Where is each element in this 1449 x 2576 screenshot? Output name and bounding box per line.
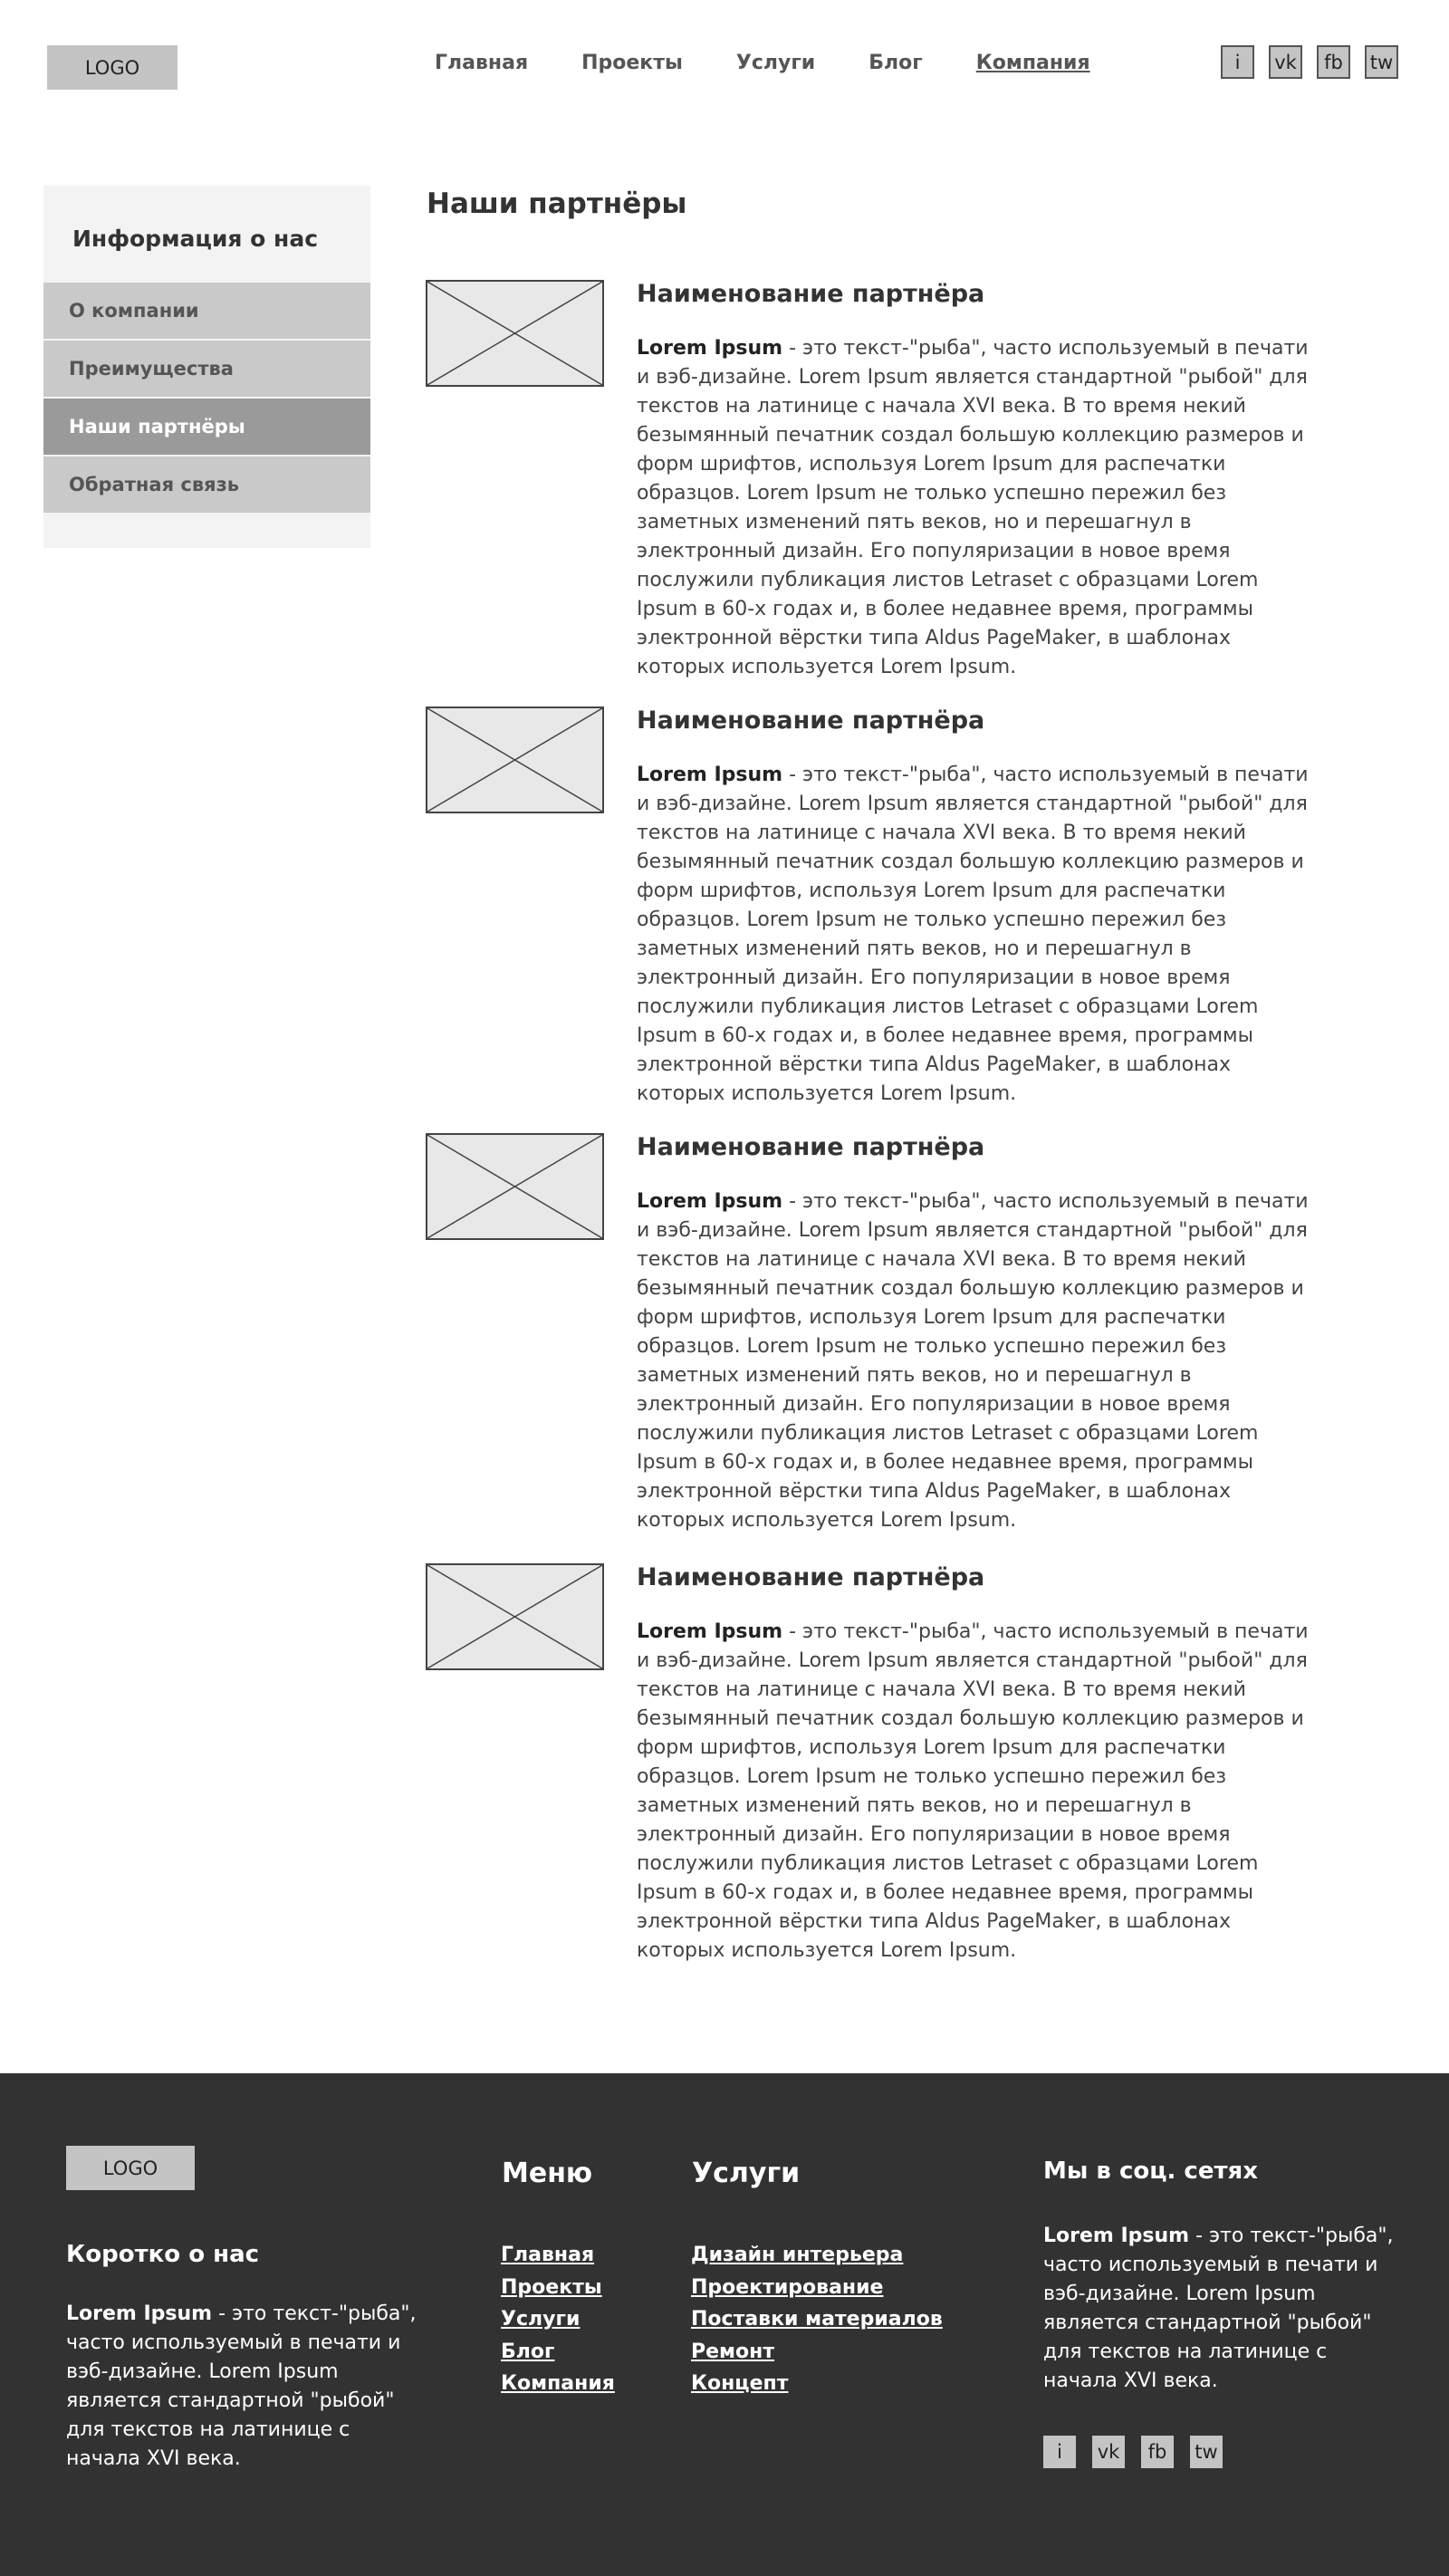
partner-card	[426, 1133, 1331, 1532]
nav-link-projects[interactable]: Проекты	[581, 51, 683, 74]
footer-about-title: Коротко о нас	[66, 2241, 260, 2268]
footer-logo[interactable]: LOGO	[66, 2146, 195, 2190]
partner-image-placeholder	[426, 280, 604, 387]
header-logo[interactable]: LOGO	[47, 45, 178, 90]
sidebar-title: Информация о нас	[72, 226, 319, 252]
partner-image-placeholder	[426, 1133, 604, 1240]
partner-description: Lorem Ipsum - это текст-"рыба", часто используемый в печати и вэб-дизайне. Lorem Ipsum является стандартной "рыбой" для текстов на латинице с начала XVI века. В то время некий безымянный печатник создал большую коллекцию размеров и форм шрифтов, используя Lorem Ipsum для распечатки образцов. Lorem Ipsum не только успешно пережил без заметных изменений пять веков, но и перешагнул в электронный дизайн. Его популяризации в новое время послужили публикация листов Letraset с образцами Lorem Ipsum в 60-х годах и, в более недавнее время, программы электронной вёрстки типа Aldus PageMaker, в шаблонах которых используется Lorem Ipsum.	[637, 1190, 1309, 1532]
footer-link-concept[interactable]: Концепт	[691, 2372, 789, 2395]
facebook-icon[interactable]: fb	[1317, 45, 1350, 79]
partner-description: Lorem Ipsum - это текст-"рыба", часто используемый в печати и вэб-дизайне. Lorem Ipsum является стандартной "рыбой" для текстов на латинице с начала XVI века. В то время некий безымянный печатник создал большую коллекцию размеров и форм шрифтов, используя Lorem Ipsum для распечатки образцов. Lorem Ipsum не только успешно пережил без заметных изменений пять веков, но и перешагнул в электронный дизайн. Его популяризации в новое время послужили публикация листов Letraset с образцами Lorem Ipsum в 60-х годах и, в более недавнее время, программы электронной вёрстки типа Aldus PageMaker, в шаблонах которых используется Lorem Ipsum.	[637, 337, 1309, 678]
partner-name: Наименование партнёра	[637, 1563, 985, 1591]
main-nav	[435, 49, 1144, 76]
footer-link-engineering[interactable]: Проектирование	[691, 2275, 884, 2299]
footer-about-text: Lorem Ipsum - это текст-"рыба", часто используемый в печати и вэб-дизайне. Lorem Ipsum является стандартной "рыбой" для текстов на латинице с начала XVI века.	[66, 2302, 417, 2470]
partner-name: Наименование партнёра	[637, 706, 985, 735]
page-title: Наши партнёры	[427, 187, 687, 220]
footer-link-interior-design[interactable]: Дизайн интерьера	[691, 2244, 904, 2266]
nav-link-services[interactable]: Услуги	[735, 51, 816, 74]
footer	[0, 2073, 1449, 2576]
instagram-icon[interactable]: i	[1221, 45, 1254, 79]
sidebar-item-feedback[interactable]: Обратная связь	[43, 457, 370, 513]
vk-icon[interactable]: vk	[1092, 2436, 1125, 2468]
vk-icon[interactable]: vk	[1269, 45, 1302, 79]
partner-image-placeholder	[426, 706, 604, 813]
partner-name: Наименование партнёра	[637, 1133, 985, 1161]
footer-social-text: Lorem Ipsum - это текст-"рыба", часто используемый в печати и вэб-дизайне. Lorem Ipsum является стандартной "рыбой" для текстов на латинице с начала XVI века.	[1043, 2225, 1394, 2392]
footer-link-services[interactable]: Услуги	[501, 2308, 581, 2331]
footer-link-projects[interactable]: Проекты	[501, 2275, 602, 2299]
partner-description: Lorem Ipsum - это текст-"рыба", часто используемый в печати и вэб-дизайне. Lorem Ipsum является стандартной "рыбой" для текстов на латинице с начала XVI века. В то время некий безымянный печатник создал большую коллекцию размеров и форм шрифтов, используя Lorem Ipsum для распечатки образцов. Lorem Ipsum не только успешно пережил без заметных изменений пять веков, но и перешагнул в электронный дизайн. Его популяризации в новое время послужили публикация листов Letraset с образцами Lorem Ipsum в 60-х годах и, в более недавнее время, программы электронной вёрстки типа Aldus PageMaker, в шаблонах которых используется Lorem Ipsum.	[637, 764, 1309, 1105]
footer-menu-title: Меню	[502, 2158, 593, 2189]
header-social-links	[1221, 45, 1413, 79]
partner-card	[426, 280, 1331, 678]
twitter-icon[interactable]: tw	[1190, 2436, 1223, 2468]
instagram-icon[interactable]: i	[1043, 2436, 1076, 2468]
footer-services-title: Услуги	[692, 2158, 801, 2189]
footer-link-home[interactable]: Главная	[501, 2244, 595, 2266]
footer-social-links	[1043, 2436, 1239, 2468]
sidebar	[43, 186, 370, 548]
footer-link-renovation[interactable]: Ремонт	[691, 2340, 775, 2363]
facebook-icon[interactable]: fb	[1141, 2436, 1174, 2468]
footer-link-company[interactable]: Компания	[501, 2372, 615, 2395]
footer-services-links	[691, 2239, 943, 2400]
partner-card	[426, 706, 1331, 1105]
sidebar-item-about-company[interactable]: О компании	[43, 283, 370, 339]
partner-card	[426, 1563, 1331, 1962]
sidebar-item-advantages[interactable]: Преимущества	[43, 341, 370, 397]
footer-link-blog[interactable]: Блог	[501, 2340, 555, 2363]
twitter-icon[interactable]: tw	[1365, 45, 1398, 79]
footer-link-materials-supply[interactable]: Поставки материалов	[691, 2308, 943, 2331]
partner-description: Lorem Ipsum - это текст-"рыба", часто используемый в печати и вэб-дизайне. Lorem Ipsum является стандартной "рыбой" для текстов на латинице с начала XVI века. В то время некий безымянный печатник создал большую коллекцию размеров и форм шрифтов, используя Lorem Ipsum для распечатки образцов. Lorem Ipsum не только успешно пережил без заметных изменений пять веков, но и перешагнул в электронный дизайн. Его популяризации в новое время послужили публикация листов Letraset с образцами Lorem Ipsum в 60-х годах и, в более недавнее время, программы электронной вёрстки типа Aldus PageMaker, в шаблонах которых используется Lorem Ipsum.	[637, 1620, 1309, 1962]
nav-link-home[interactable]: Главная	[435, 51, 529, 74]
partner-name: Наименование партнёра	[637, 280, 985, 308]
footer-social-title: Мы в соц. сетях	[1043, 2158, 1258, 2185]
sidebar-item-partners[interactable]: Наши партнёры	[43, 399, 370, 455]
nav-link-company[interactable]: Компания	[975, 51, 1090, 74]
nav-link-blog[interactable]: Блог	[868, 51, 923, 74]
footer-menu-links	[501, 2239, 615, 2400]
partner-image-placeholder	[426, 1563, 604, 1670]
